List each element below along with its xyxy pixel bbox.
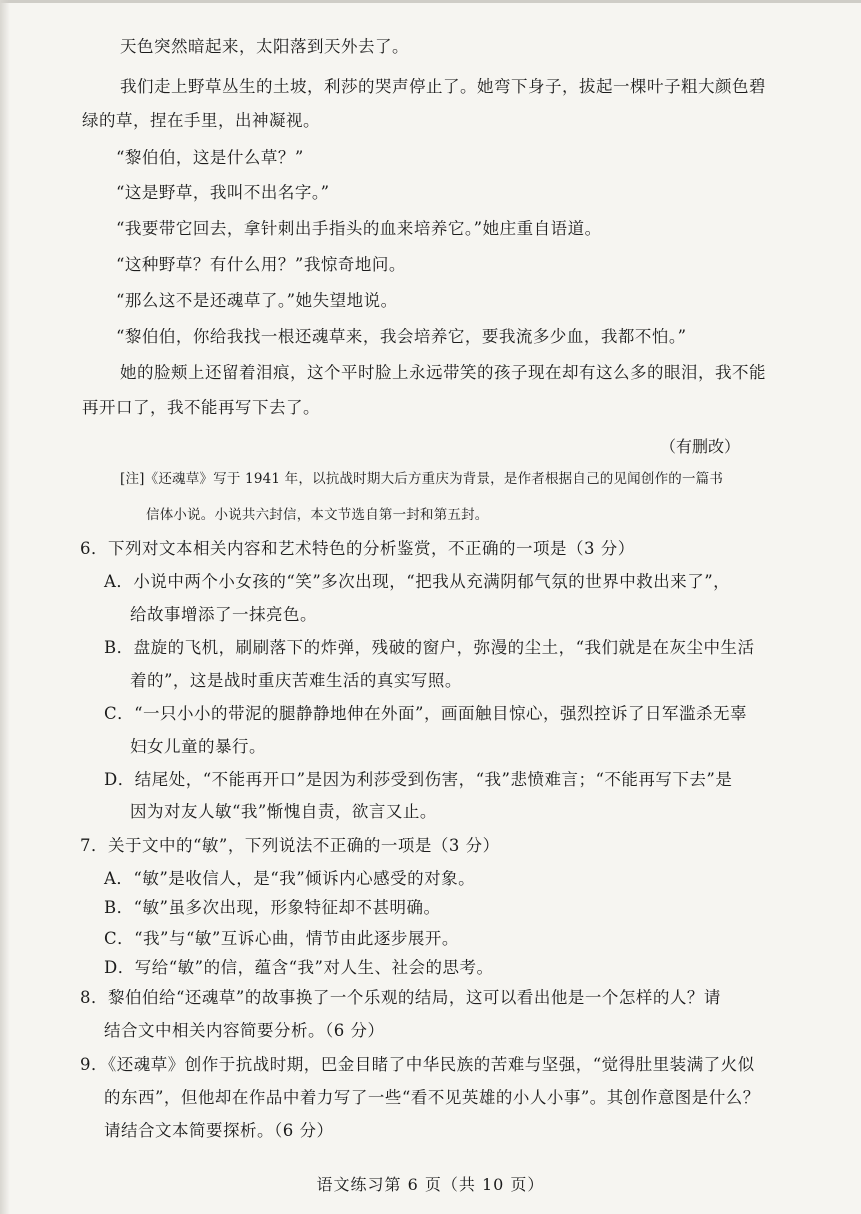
page-footer: 语文练习第 6 页（共 10 页） (316, 1175, 545, 1194)
question-8-cont: 结合文中相关内容简要分析。（6 分） (104, 1021, 385, 1040)
question-9-cont-2: 请结合文本简要探析。（6 分） (104, 1121, 334, 1140)
passage-line: “这是野草，我叫不出名字。” (116, 183, 330, 202)
scan-top-edge (0, 0, 861, 3)
passage-line: 绿的草，捏在手里，出神凝视。 (82, 111, 320, 130)
question-7-option-b: B．“敏”虽多次出现，形象特征却不甚明确。 (104, 898, 441, 917)
passage-line: “那么这不是还魂草了。”她失望地说。 (116, 291, 398, 310)
question-6-option-a: A．小说中两个小女孩的“笑”多次出现，“把我从充满阴郁气氛的世界中救出来了”， (104, 572, 731, 591)
passage-line: 再开口了，我不能再写下去了。 (82, 398, 320, 417)
passage-line: “黎伯伯，这是什么草？” (116, 148, 304, 167)
question-7-option-c: C．“我”与“敏”互诉心曲，情节由此逐步展开。 (104, 929, 459, 948)
question-9: 9．《还魂草》创作于抗战时期，巴金目睹了中华民族的苦难与坚强，“觉得肚里装满了火似 (80, 1055, 755, 1074)
passage-line: 她的脸颊上还留着泪痕，这个平时脸上永远带笑的孩子现在却有这么多的眼泪，我不能 (120, 363, 766, 382)
question-9-cont: 的东西”，但他却在作品中着力写了一些“看不见英雄的小人小事”。其创作意图是什么？ (104, 1088, 760, 1107)
question-6: 6．下列对文本相关内容和艺术特色的分析鉴赏，不正确的一项是（3 分） (80, 539, 635, 558)
question-6-option-d: D．结尾处，“不能再开口”是因为利莎受到伤害，“我”悲愤难言；“不能再写下去”是 (104, 770, 733, 789)
annotation-line: 信体小说。小说共六封信，本文节选自第一封和第五封。 (146, 507, 489, 523)
question-6-option-d-cont: 因为对友人敏“我”惭愧自责，欲言又止。 (130, 802, 437, 821)
source-note: （有删改） (660, 437, 741, 456)
question-6-option-c: C．“一只小小的带泥的腿静静地伸在外面”，画面触目惊心，强烈控诉了日军滥杀无辜 (104, 704, 747, 723)
passage-line: 我们走上野草丛生的土坡，利莎的哭声停止了。她弯下身子，拔起一棵叶子粗大颜色碧 (120, 77, 766, 96)
annotation-line: [注]《还魂草》写于 1941 年，以抗战时期大后方重庆为背景，是作者根据自己的见闻创作的一篇书 (120, 471, 724, 487)
question-7-option-a: A．“敏”是收信人，是“我”倾诉内心感受的对象。 (104, 869, 476, 888)
passage-line: “黎伯伯，你给我找一根还魂草来，我会培养它，要我流多少血，我都不怕。” (116, 327, 687, 346)
passage-line: “我要带它回去，拿针刺出手指头的血来培养它。”她庄重自语道。 (116, 219, 602, 238)
question-6-option-c-cont: 妇女儿童的暴行。 (130, 737, 266, 756)
question-6-option-b: B．盘旋的飞机，刷刷落下的炸弹，残破的窗户，弥漫的尘土，“我们就是在灰尘中生活 (104, 638, 755, 657)
question-8: 8．黎伯伯给“还魂草”的故事换了一个乐观的结局，这可以看出他是一个怎样的人？请 (80, 988, 721, 1007)
question-7-option-d: D．写给“敏”的信，蕴含“我”对人生、社会的思考。 (104, 958, 494, 977)
passage-line: “这种野草？有什么用？”我惊奇地问。 (116, 255, 406, 274)
question-7: 7．关于文中的“敏”，下列说法不正确的一项是（3 分） (80, 836, 500, 855)
passage-line: 天色突然暗起来，太阳落到天外去了。 (120, 37, 409, 56)
scan-left-shadow (0, 0, 10, 1214)
question-6-option-a-cont: 给故事增添了一抹亮色。 (130, 605, 317, 624)
question-6-option-b-cont: 着的”，这是战时重庆苦难生活的真实写照。 (130, 671, 462, 690)
